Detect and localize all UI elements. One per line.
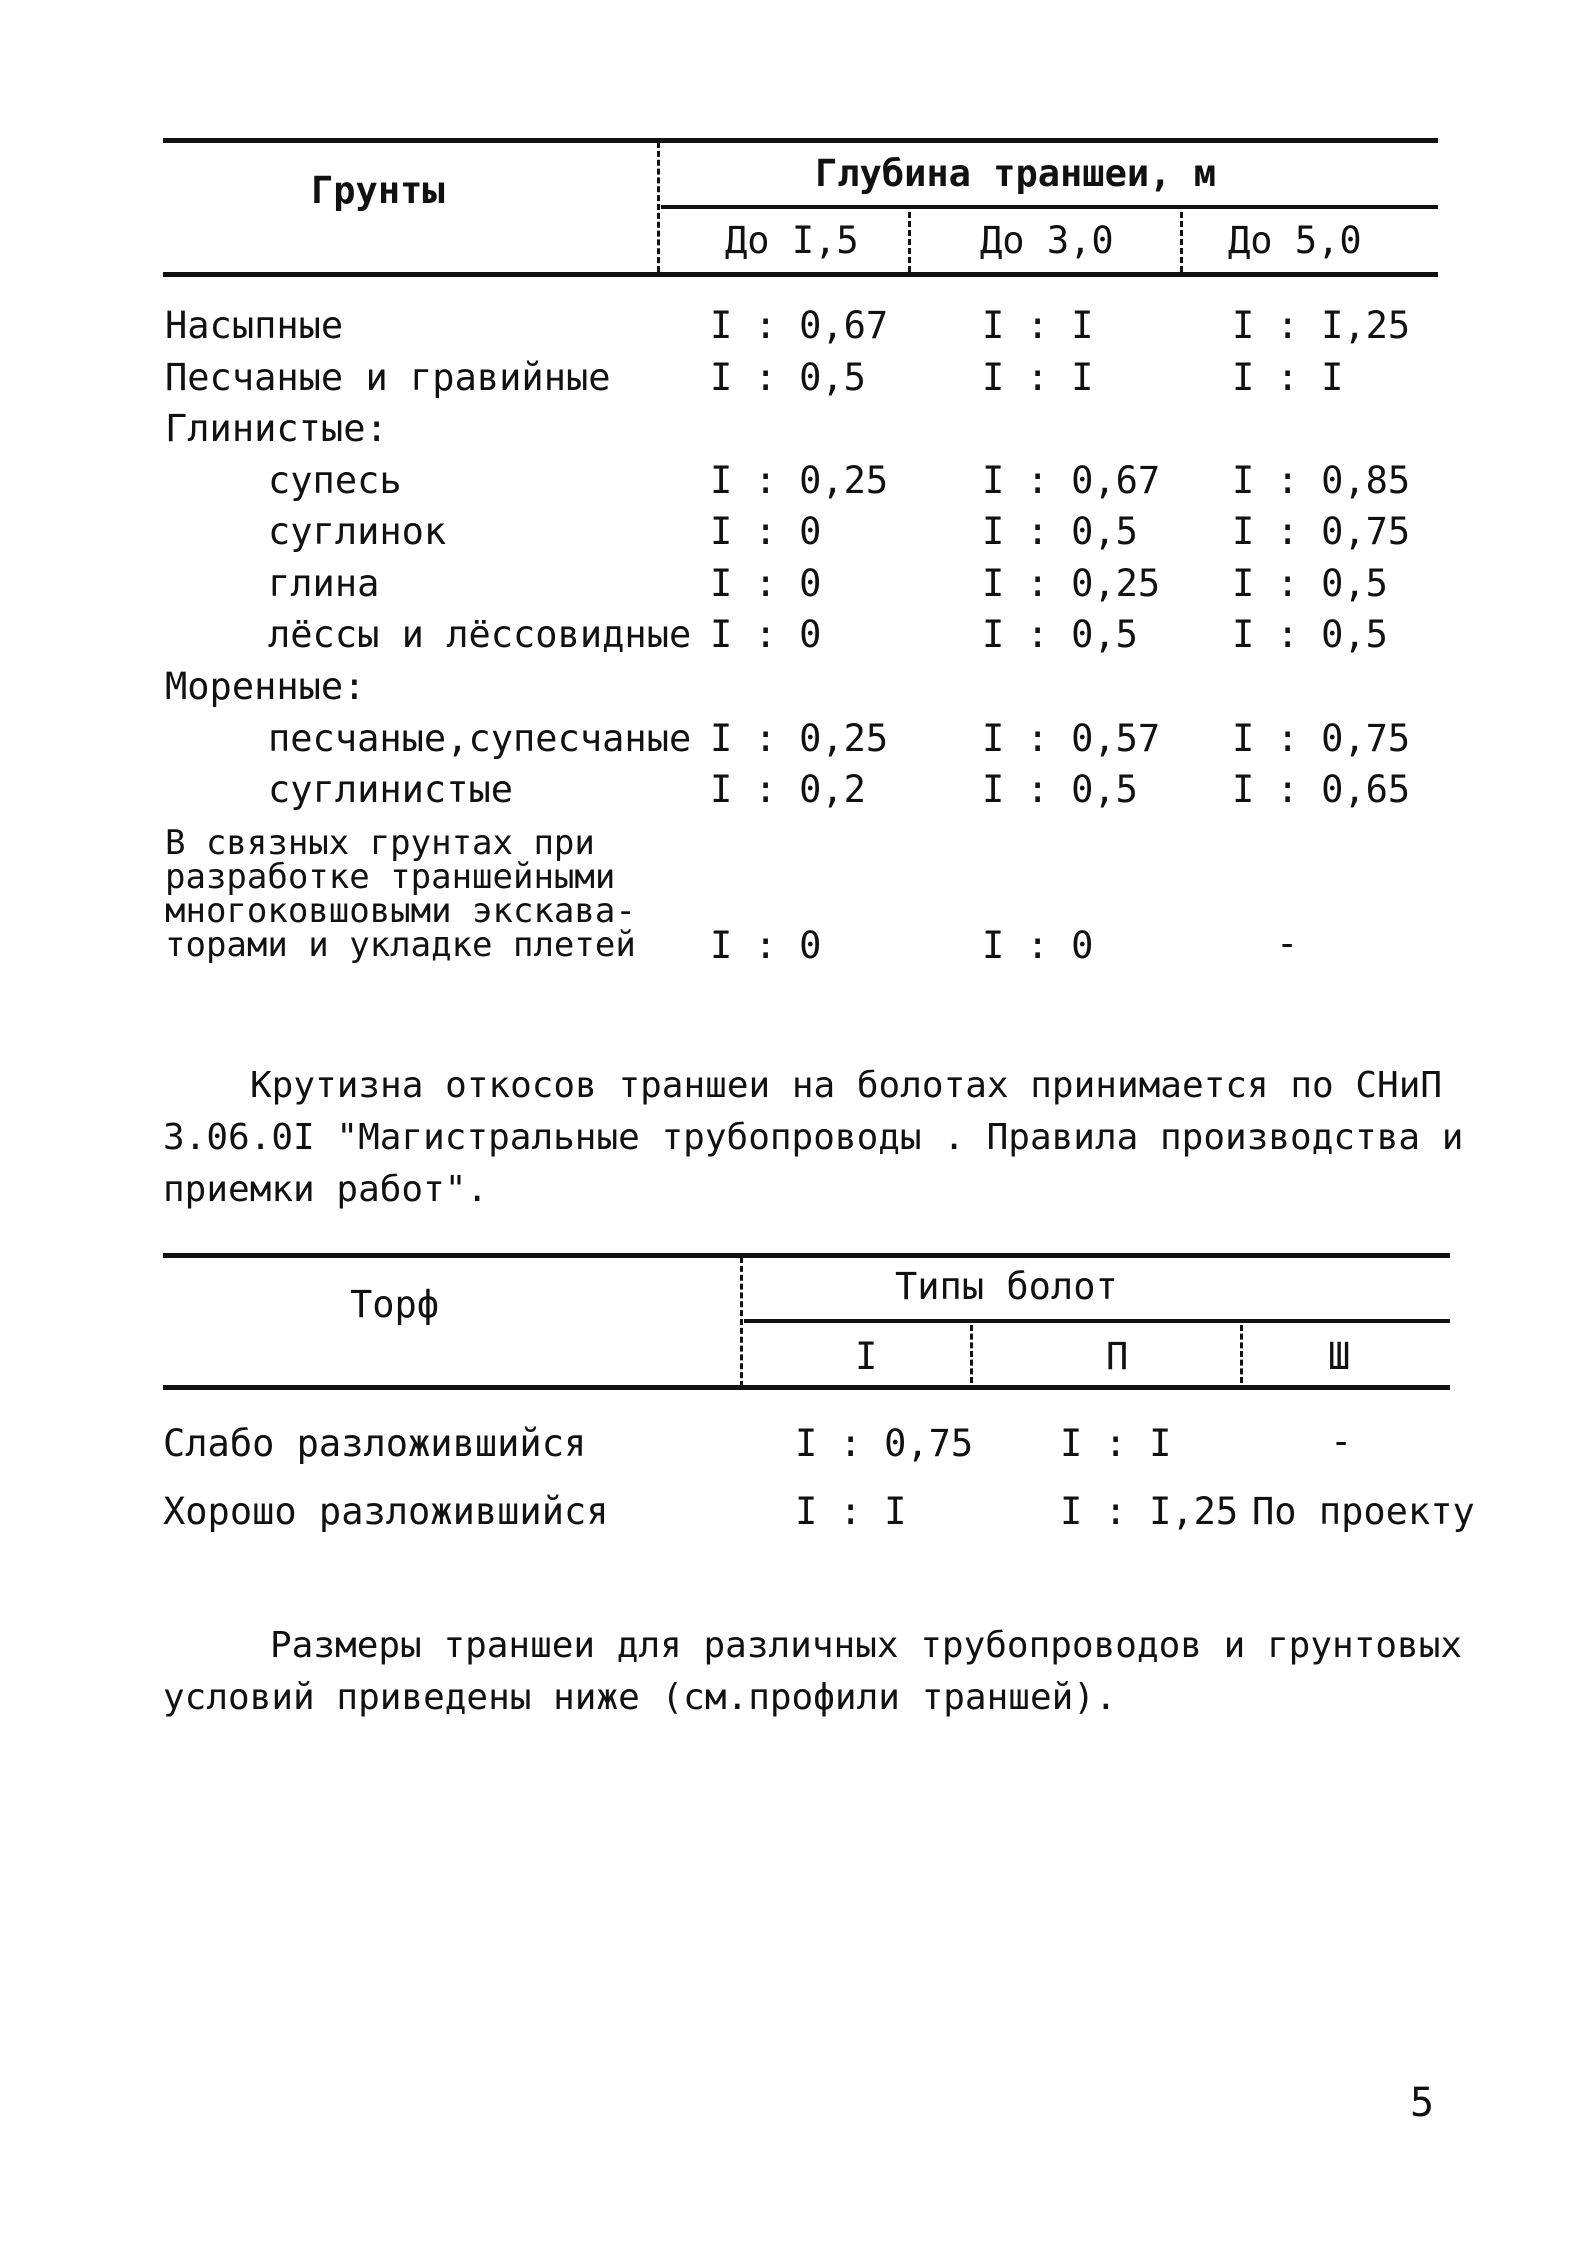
table1-cell: I : I,25 [1232,304,1411,347]
paragraph-line: приемки работ". [163,1169,489,1210]
table1-cell: I : 0,5 [982,768,1138,811]
table1-cell: I : 0,65 [1232,768,1411,811]
table1-cell: I : 0,75 [1232,510,1411,553]
table1-cell: I : 0,75 [1232,717,1411,760]
paragraph-line: условий приведены ниже (см.профили траншей). [163,1677,1117,1718]
table1-row-label: разработке траншейными [165,857,616,897]
table2-header-divider [740,1257,743,1387]
paragraph-line: Размеры траншеи для различных трубопроводов и грунтовых [270,1625,1463,1666]
table1-cell: I : 0,5 [982,613,1138,656]
table1-col-divider [1180,212,1183,272]
table2-col-header: П [1106,1335,1129,1378]
table2-cell: - [1330,1420,1353,1463]
table1-row-label: супесь [268,459,402,502]
table2-row-label: Слабо разложившийся [163,1422,587,1465]
page-number: 5 [1410,2080,1435,2126]
table2-group-header: Типы болот [895,1265,1118,1308]
table1-row-label: В связных грунтах при [165,823,595,863]
table2-cell: I : 0,75 [795,1422,974,1465]
table1-row-label: Насыпные [165,304,344,347]
table1-row-label: Песчаные и гравийные [165,356,611,399]
table1-cell: I : 0,67 [710,304,889,347]
table1-cell: I : 0 [982,924,1094,967]
table1-group-rule [661,205,1438,209]
table2-top-rule [163,1253,1450,1258]
table2-cell: I : I [1060,1422,1172,1465]
table2-col-header: I [855,1335,878,1378]
table1-row-label: песчаные,супесчаные [268,717,692,760]
table1-cell: - [1276,922,1299,965]
paragraph-line: Крутизна откосов траншеи на болотах принимается по СНиП [250,1065,1443,1106]
table2-cell: I : I [795,1490,907,1533]
table1-row-header: Грунты [311,169,445,212]
table1-group-header: Глубина траншеи, м [815,152,1216,195]
paragraph-line: 3.06.0I "Магистральные трубопроводы . Правила производства и [163,1117,1464,1158]
table1-cell: I : 0 [710,613,822,656]
table2-row-header: Торф [350,1283,440,1326]
table1-row-label: многоковшовыми экскава- [165,891,636,931]
table1-cell: I : 0,25 [710,717,889,760]
table1-cell: I : 0 [710,510,822,553]
table1-col-divider [908,212,911,272]
table2-col-header: Ш [1328,1335,1351,1378]
table1-cell: I : I [982,304,1094,347]
table2-col-divider [1240,1325,1243,1383]
table1-cell: I : 0,5 [1232,613,1388,656]
table2-cell: По проекту [1252,1490,1475,1533]
table1-row-label: суглинистые [268,768,514,811]
table1-cell: I : 0,85 [1232,459,1411,502]
table1-row-label: глина [268,562,380,605]
table1-col-header: До 5,0 [1228,219,1362,262]
table1-cell: I : 0,25 [710,459,889,502]
table2-group-rule [744,1319,1450,1323]
table1-header-divider [657,142,660,272]
table2-header-bottom-rule [163,1385,1450,1390]
table2-cell: I : I,25 [1060,1490,1239,1533]
table1-row-label: торами и укладке плетей [165,925,636,965]
table1-cell: I : 0,67 [982,459,1161,502]
table1-cell: I : 0,5 [982,510,1138,553]
table1-cell: I : 0,5 [1232,562,1388,605]
table1-cell: I : 0,57 [982,717,1161,760]
table1-cell: I : I [1232,356,1344,399]
table1-row-label: Моренные: [165,665,366,708]
table1-cell: I : 0,2 [710,768,866,811]
table1-header-bottom-rule [163,272,1438,277]
table1-cell: I : 0 [710,562,822,605]
table1-cell: I : 0,25 [982,562,1161,605]
table1-col-header: До I,5 [725,219,859,262]
table1-row-label: суглинок [268,510,447,553]
table1-top-rule [163,138,1438,143]
table1-col-header: До 3,0 [980,219,1114,262]
table2-row-label: Хорошо разложившийся [163,1490,609,1533]
table1-cell: I : I [982,356,1094,399]
table1-row-label: Глинистые: [165,407,388,450]
table1-cell: I : 0,5 [710,356,866,399]
table2-col-divider [970,1325,973,1383]
table1-row-label: лёссы и лёссовидные [268,613,692,656]
table1-cell: I : 0 [710,924,822,967]
